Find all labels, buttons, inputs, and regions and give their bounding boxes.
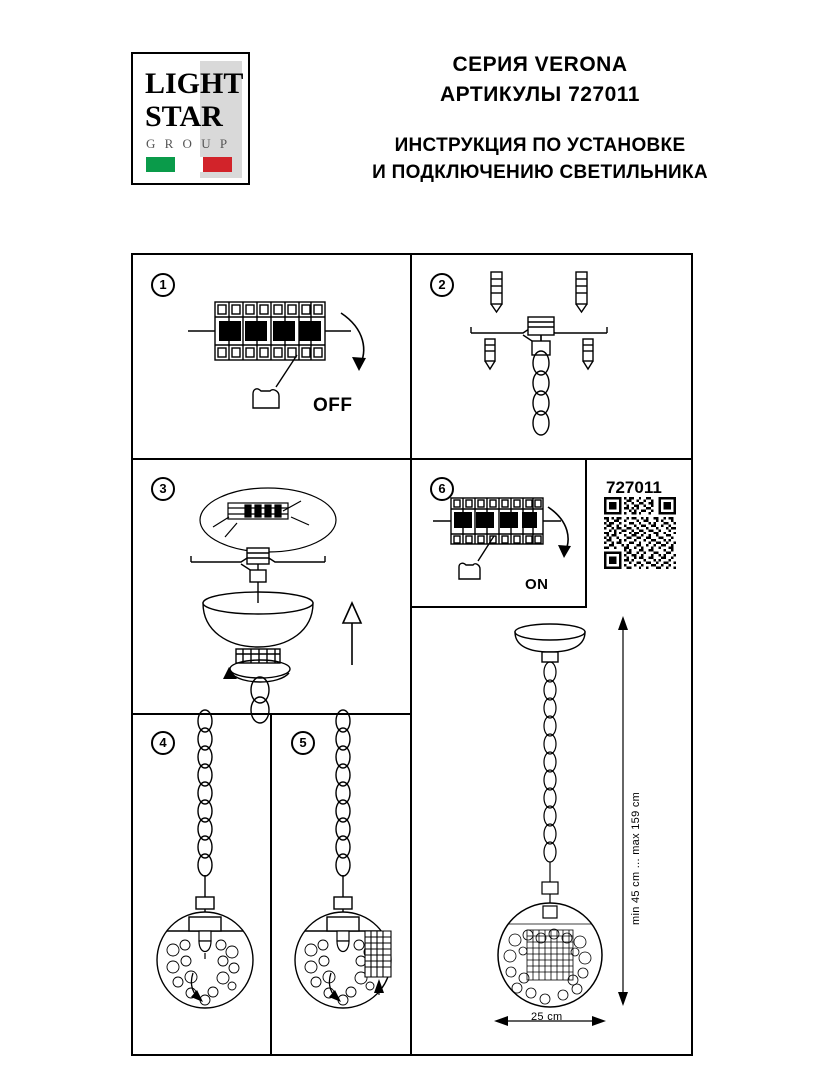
step-number-6: 6 [430,477,454,501]
product-illustration [455,610,685,1040]
step-number-4: 4 [151,731,175,755]
step-number-3: 3 [151,477,175,501]
logo-line-2: STAR [145,100,223,133]
step-number-1: 1 [151,273,175,297]
title-block [260,50,820,186]
article-title: АРТИКУЛЫ 727011 [440,83,640,106]
series-title: СЕРИЯ VERONA [452,53,628,76]
page-header [0,0,826,250]
step-cell-5 [272,715,412,1054]
logo-line-1: LIGHT [145,67,244,100]
on-label: ON [525,576,549,593]
instruction-line-1: ИНСТРУКЦИЯ ПО УСТАНОВКЕ [394,135,686,156]
step-cell-4 [133,715,272,1054]
logo-wordmark [145,69,243,132]
logo-inner [141,61,242,178]
brand-logo [131,52,250,185]
instruction-line-2: И ПОДКЛЮЧЕНИЮ СВЕТИЛЬНИКА [372,162,708,183]
off-label: OFF [313,395,353,416]
italian-flag-icon [146,157,232,172]
step-number-2: 2 [430,273,454,297]
height-dimension-label: min 45 cm ... max 159 cm [630,791,642,925]
article-number: 727011 [606,478,662,497]
step-number-5: 5 [291,731,315,755]
qr-code-icon [604,497,676,569]
logo-group-text: G R O U P [146,136,231,151]
step-cell-3 [133,460,412,715]
width-dimension-label: 25 cm [531,1011,563,1023]
instruction-title [260,132,820,186]
